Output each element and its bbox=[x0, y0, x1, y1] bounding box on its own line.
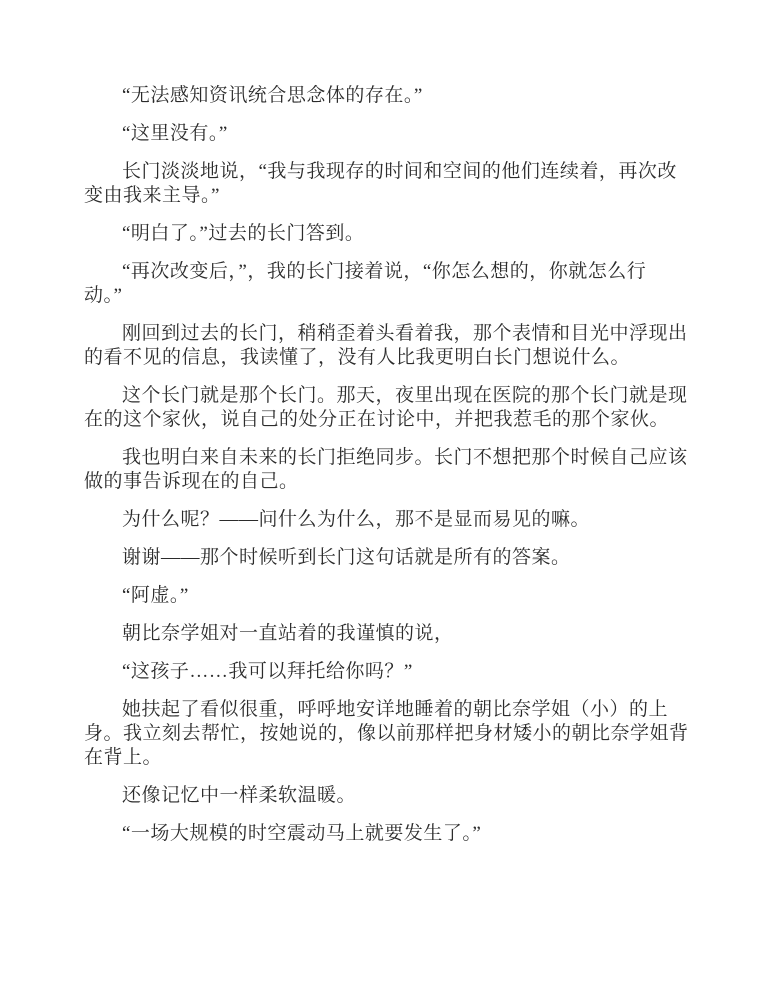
paragraph bbox=[84, 160, 694, 208]
text-line: “阿虚。” bbox=[122, 585, 189, 606]
paragraph bbox=[84, 584, 694, 608]
paragraph bbox=[84, 222, 694, 246]
paragraph bbox=[84, 698, 694, 770]
paragraph bbox=[84, 784, 694, 808]
text-line: 我也明白来自未来的长门拒绝同步。长门不想把那个时候自己应该 bbox=[122, 447, 688, 468]
paragraph bbox=[84, 384, 694, 432]
text-line: “这里没有。” bbox=[122, 123, 228, 144]
paragraph bbox=[84, 446, 694, 494]
paragraph bbox=[84, 508, 694, 532]
paragraph bbox=[84, 546, 694, 570]
text-line: 在的这个家伙，说自己的处分正在讨论中，并把我惹毛的那个家伙。 bbox=[84, 409, 670, 430]
text-line: 还像记忆中一样柔软温暖。 bbox=[122, 785, 357, 806]
text-block bbox=[84, 84, 694, 860]
text-line: 的看不见的信息，我读懂了，没有人比我更明白长门想说什么。 bbox=[84, 347, 631, 368]
text-line: “明白了。”过去的长门答到。 bbox=[122, 223, 365, 244]
text-line: 朝比奈学姐对一直站着的我谨慎的说， bbox=[122, 623, 454, 644]
text-line: 谢谢——那个时候听到长门这句话就是所有的答案。 bbox=[122, 547, 571, 568]
text-line: 变由我来主导。” bbox=[84, 185, 220, 206]
text-line: 身。我立刻去帮忙，按她说的，像以前那样把身材矮小的朝比奈学姐背 bbox=[84, 723, 689, 744]
text-line: 为什么呢？——问什么为什么，那不是显而易见的嘛。 bbox=[122, 509, 591, 530]
text-line: 这个长门就是那个长门。那天，夜里出现在医院的那个长门就是现 bbox=[122, 385, 688, 406]
paragraph bbox=[84, 322, 694, 370]
paragraph bbox=[84, 660, 694, 684]
text-line: “再次改变后，”，我的长门接着说，“你怎么想的，你就怎么行 bbox=[122, 261, 647, 282]
text-line: 长门淡淡地说，“我与我现存的时间和空间的他们连续着，再次改 bbox=[122, 161, 677, 182]
paragraph bbox=[84, 84, 694, 108]
text-line: 刚回到过去的长门，稍稍歪着头看着我，那个表情和目光中浮现出 bbox=[122, 323, 688, 344]
text-line: “一场大规模的时空震动马上就要发生了。” bbox=[122, 823, 482, 844]
paragraph bbox=[84, 822, 694, 846]
text-line: 动。” bbox=[84, 285, 123, 306]
paragraph bbox=[84, 622, 694, 646]
text-line: “这孩子……我可以拜托给你吗？” bbox=[122, 661, 413, 682]
text-line: 她扶起了看似很重，呼呼地安详地睡着的朝比奈学姐（小）的上 bbox=[122, 699, 669, 720]
text-line: “无法感知资讯统合思念体的存在。” bbox=[122, 85, 423, 106]
paragraph bbox=[84, 122, 694, 146]
paragraph bbox=[84, 260, 694, 308]
text-line: 做的事告诉现在的自己。 bbox=[84, 471, 299, 492]
text-line: 在背上。 bbox=[84, 747, 163, 768]
